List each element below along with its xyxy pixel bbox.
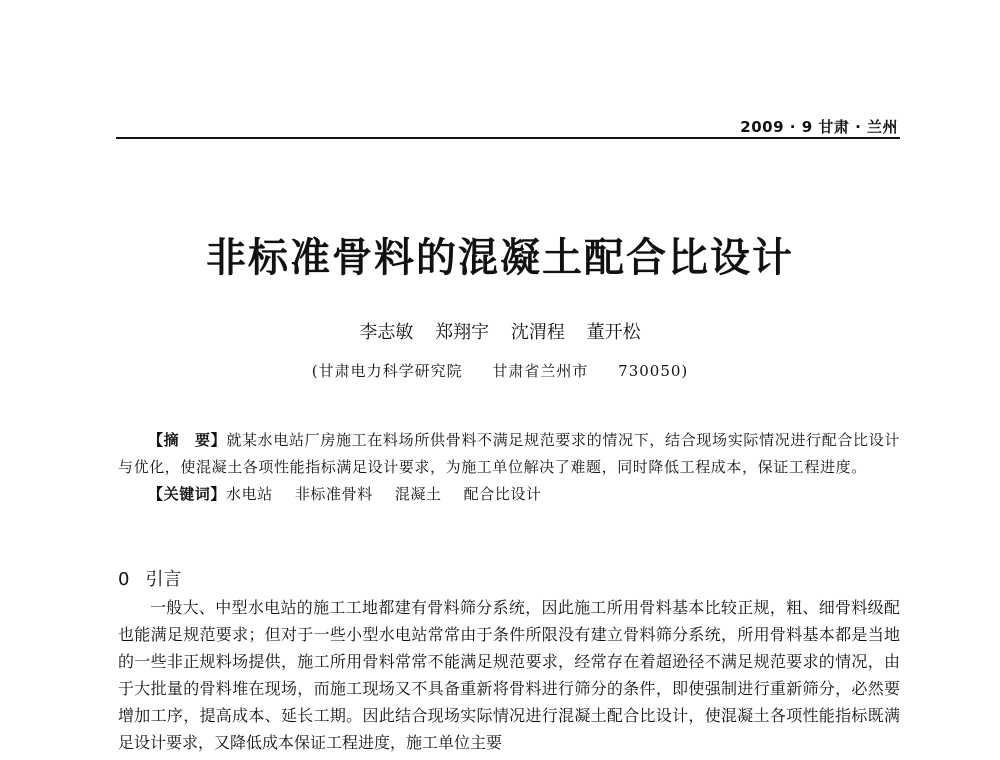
section-title: 引言 (145, 569, 182, 590)
keyword: 非标准骨料 (294, 485, 373, 503)
author-name: 董开松 (586, 322, 641, 343)
keywords-paragraph (118, 481, 900, 508)
affiliation-location: 甘肃省兰州市 (492, 362, 589, 380)
abstract-text: 就某水电站厂房施工在料场所供骨料不满足规范要求的情况下，结合现场实际情况进行配合比设计与优化，使混凝土各项性能指标满足设计要求，为施工单位解决了难题，同时降低工程成本，保证工程进度。 (118, 431, 900, 476)
abstract-block (118, 427, 900, 508)
keyword: 混凝土 (394, 485, 442, 503)
affiliation (0, 360, 1000, 381)
author-list (0, 318, 1000, 344)
body-paragraph: 一般大、中型水电站的施工工地都建有骨料筛分系统，因此施工所用骨料基本比较正规，粗、细骨料级配也能满足规范要求；但对于一些小型水电站常常由于条件所限没有建立骨料筛分系统，所用骨料基本都是当地的一些非正规料场提供，施工所用骨料常常不能满足规范要求，经常存在着超逊径不满足规范要求的情况，由于大批量的骨料堆在现场，而施工现场又不具备重新将骨料进行筛分的条件，即使强制进行重新筛分，必然要增加工序，提高成本、延长工期。因此结合现场实际情况进行混凝土配合比设计，使混凝土各项性能指标既满足设计要求，又降低成本保证工程进度，施工单位主要 (118, 598, 900, 752)
section-number: 0 (118, 569, 130, 590)
keyword: 水电站 (226, 485, 273, 503)
header-rule (116, 137, 900, 139)
abstract-label: 【摘 要】 (148, 431, 227, 449)
running-header: 2009 · 9 甘肃 · 兰州 (740, 118, 898, 136)
body-text (118, 594, 900, 760)
keywords-label: 【关键词】 (148, 485, 227, 503)
keyword: 配合比设计 (463, 485, 542, 503)
section-heading (118, 565, 181, 591)
affiliation-institute: (甘肃电力科学研究院 (311, 362, 463, 380)
author-name: 郑翔宇 (435, 322, 490, 343)
abstract-paragraph (118, 427, 900, 481)
author-name: 李志敏 (359, 322, 414, 343)
affiliation-postcode: 730050) (618, 362, 689, 380)
paper-title: 非标准骨料的混凝土配合比设计 (206, 234, 794, 281)
author-name: 沈渭程 (510, 322, 565, 343)
